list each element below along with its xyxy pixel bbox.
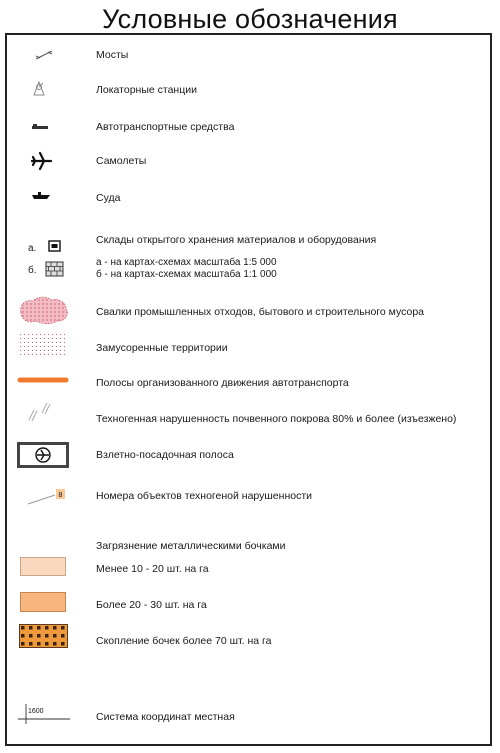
legend-label-coords: Система координат местная <box>96 711 235 723</box>
barrel-density-low-swatch <box>20 557 66 576</box>
legend-label-lanes: Полосы организованного движения автотранспорта <box>96 377 349 389</box>
legend-label-ships: Суда <box>96 192 121 204</box>
legend-label-soil: Техногенная нарушенность почвенного покрова 80% и более (изъезжено) <box>96 413 457 425</box>
littered-area-icon <box>19 333 67 359</box>
barrel-density-medium-swatch <box>20 592 66 612</box>
dump-area-icon <box>17 294 71 326</box>
legend-label-littered: Замусоренные территории <box>96 342 228 354</box>
legend-label-planes: Самолеты <box>96 155 147 167</box>
warehouse-icon-b <box>45 261 64 277</box>
legend-label-warehouse-a: а - на картах-схемах масштаба 1:5 000 <box>96 257 277 268</box>
coordinate-grid-icon <box>16 702 72 726</box>
soil-disturbance-icon <box>25 401 55 423</box>
legend-label-barrels-title: Загрязнение металлическими бочками <box>96 540 286 552</box>
runway-icon <box>17 442 69 468</box>
bridge-icon <box>34 48 54 62</box>
warehouse-marker-b: б. <box>28 265 37 276</box>
legend-label-barrels-cluster: Скопление бочек более 70 шт. на га <box>96 635 272 647</box>
page-title: Условные обозначения <box>102 4 398 34</box>
coordinate-value: 1600 <box>28 708 44 715</box>
warehouse-icon-a <box>48 240 61 252</box>
legend-label-object-numbers: Номера объектов техногеной нарушенности <box>96 490 313 502</box>
object-number-sample: 8 <box>58 492 63 499</box>
barrel-cluster-swatch <box>19 624 68 648</box>
radar-icon <box>31 78 47 98</box>
warehouse-marker-a: а. <box>28 243 37 254</box>
legend-label-radar: Локаторные станции <box>96 84 197 96</box>
legend-label-warehouse-b: б - на картах-схемах масштаба 1:1 000 <box>96 269 277 280</box>
legend-label-barrels-less: Менее 10 - 20 шт. на га <box>96 563 209 575</box>
legend-label-barrels-more: Более 20 - 30 шт. на га <box>96 599 207 611</box>
vehicle-icon <box>30 123 50 131</box>
legend-label-dumps: Свалки промышленных отходов, бытового и строительного мусора <box>96 306 425 318</box>
legend-label-warehouses: Склады открытого хранения материалов и оборудования <box>96 234 377 246</box>
legend-label-runway: Взлетно-посадочная полоса <box>96 449 234 461</box>
legend-label-vehicles: Автотранспортные средства <box>96 121 235 133</box>
ship-icon <box>31 191 51 201</box>
airplane-icon <box>31 151 53 171</box>
object-number-leader-icon <box>26 488 70 506</box>
traffic-lane-swatch <box>17 376 69 384</box>
legend-label-bridges: Мосты <box>96 49 129 61</box>
